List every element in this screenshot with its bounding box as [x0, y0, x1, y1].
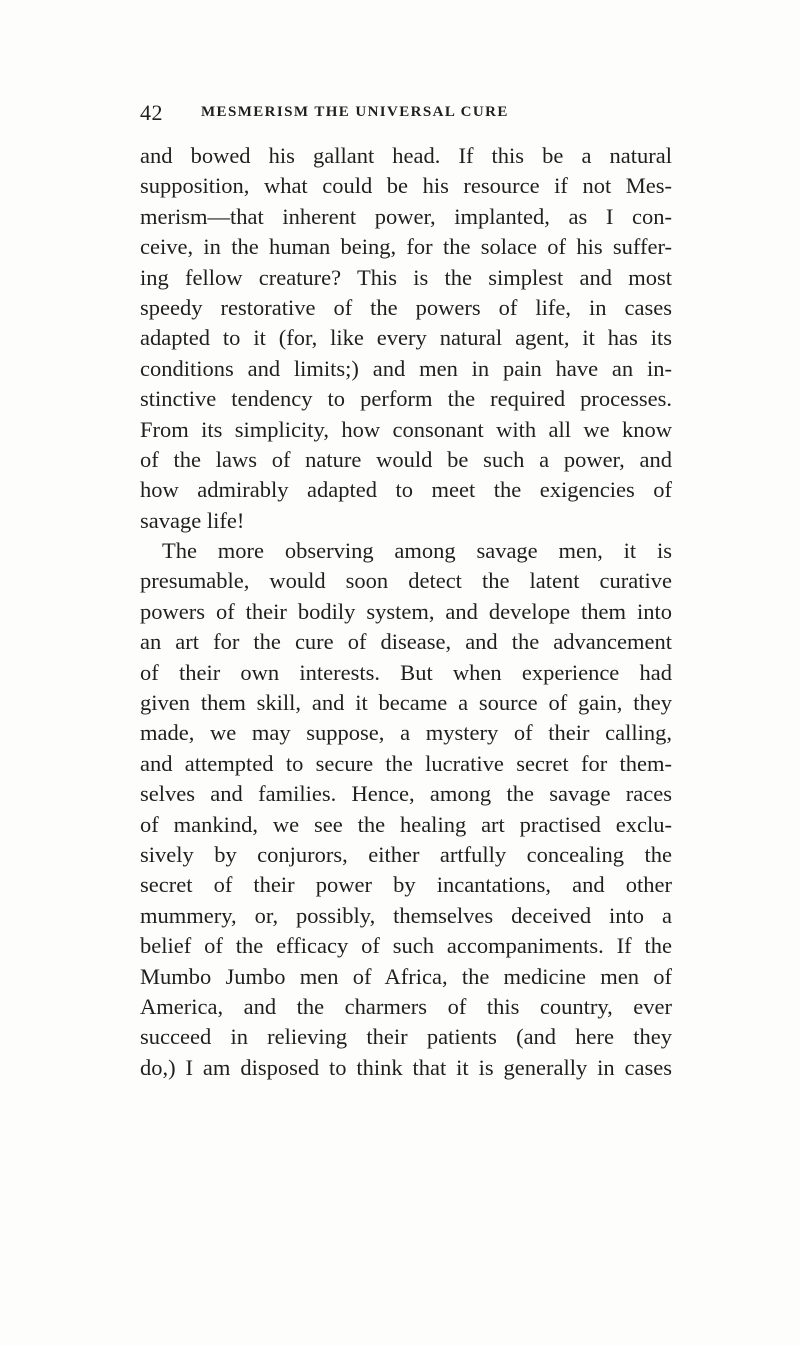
text-line: sively by conjurors, either artfully concealing the [140, 841, 672, 867]
body-text [140, 141, 672, 1083]
text-line: of the laws of nature would be such a power, and [140, 446, 672, 472]
text-line: of mankind, we see the healing art practised exclu- [140, 811, 672, 837]
text-line: do,) I am disposed to think that it is generally in cases [140, 1054, 672, 1080]
text-line: succeed in relieving their patients (and here they [140, 1024, 672, 1050]
text-line: an art for the cure of disease, and the advancement [140, 629, 672, 655]
text-line: speedy restorative of the powers of life, in cases [140, 294, 672, 320]
paragraph-start-line: The more observing among savage men, it is [162, 538, 672, 564]
text-line: powers of their bodily system, and develope them into [140, 598, 672, 624]
text-line: and attempted to secure the lucrative secret for them- [140, 750, 672, 776]
text-line: made, we may suppose, a mystery of their calling, [140, 720, 672, 746]
text-line: From its simplicity, how consonant with all we know [140, 416, 672, 442]
text-line: presumable, would soon detect the latent curative [140, 568, 672, 594]
text-line: belief of the efficacy of such accompaniments. If the [140, 933, 672, 959]
text-line: merism—that inherent power, implanted, as I con- [140, 203, 672, 229]
text-line: conditions and limits;) and men in pain have an in- [140, 355, 672, 381]
text-line: Mumbo Jumbo men of Africa, the medicine men of [140, 963, 672, 989]
page-number: 42 [140, 100, 163, 125]
text-line: and bowed his gallant head. If this be a natural [140, 143, 672, 168]
text-line: given them skill, and it became a source of gain, they [140, 690, 672, 716]
text-line: stinctive tendency to perform the required processes. [140, 386, 672, 412]
text-line: mummery, or, possibly, themselves deceived into a [140, 902, 672, 928]
text-line: selves and families. Hence, among the savage races [140, 781, 672, 807]
text-line: supposition, what could be his resource if not Mes- [140, 173, 672, 199]
text-line: of their own interests. But when experience had [140, 659, 672, 685]
text-line: secret of their power by incantations, and other [140, 872, 672, 898]
text-line: ing fellow creature? This is the simplest and most [140, 264, 672, 290]
page-header [140, 100, 660, 130]
running-head: MESMERISM THE UNIVERSAL CURE [201, 104, 509, 120]
text-line: adapted to it (for, like every natural agent, it has its [140, 325, 672, 351]
text-line: ceive, in the human being, for the solace of his suffer- [140, 234, 672, 260]
text-line: America, and the charmers of this country, ever [140, 993, 672, 1019]
text-line: how admirably adapted to meet the exigencies of [140, 477, 672, 503]
paragraph-end-line: savage life! [140, 507, 245, 533]
